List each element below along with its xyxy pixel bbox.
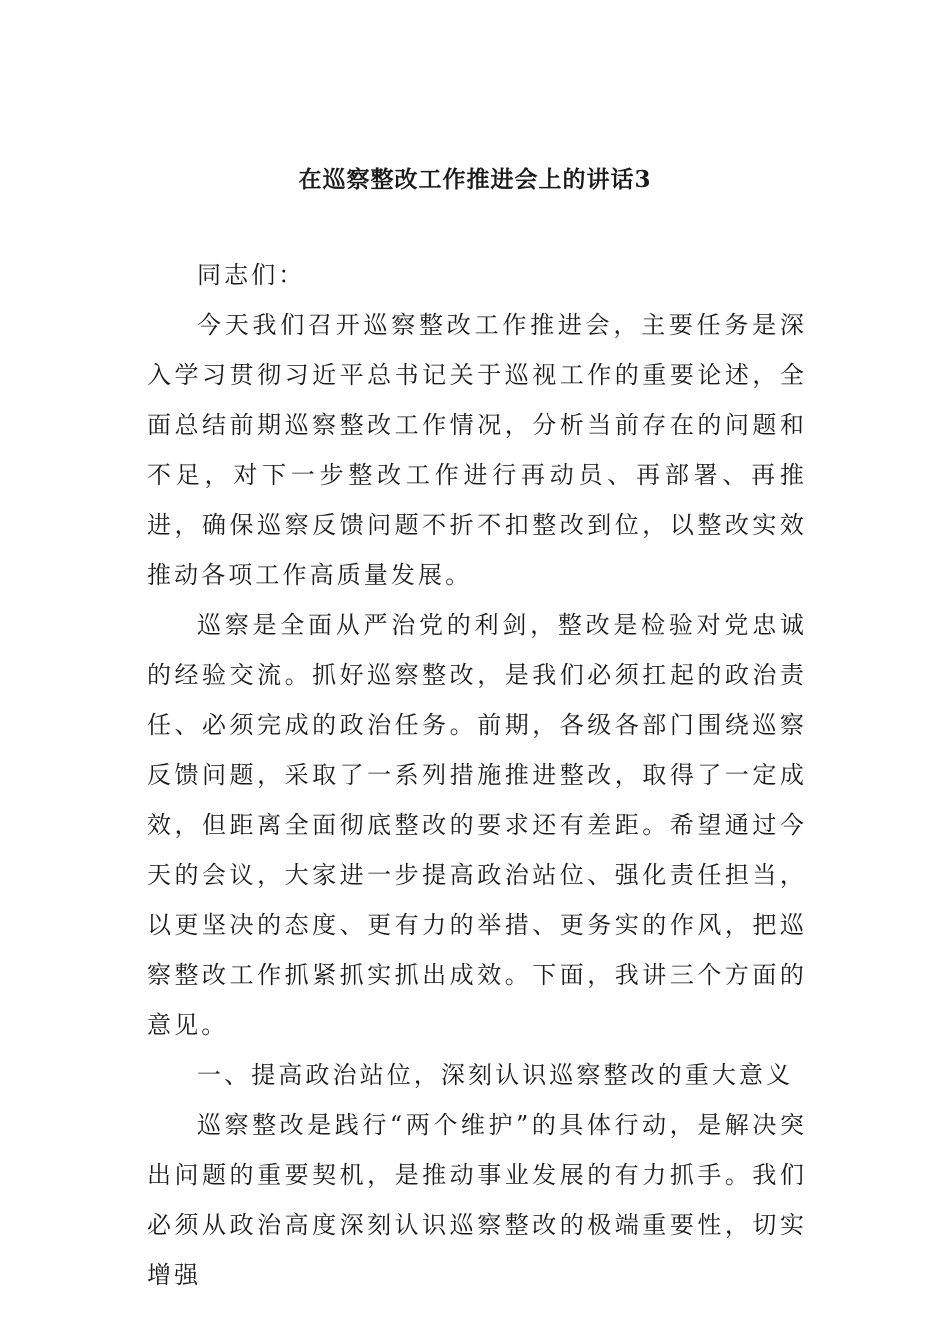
document-title: 在巡察整改工作推进会上的讲话3 [298, 166, 652, 193]
document-body [147, 250, 807, 1300]
paragraph-background: 巡察是全面从严治党的利剑，整改是检验对党忠诚的经验交流。抓好巡察整改，是我们必须扛起的政治责任、必须完成的政治任务。前期，各级各部门围绕巡察反馈问题，采取了一系列措施推进整改，取得了一定成效，但距离全面彻底整改的要求还有差距。希望通过今天的会议，大家进一步提高政治站位、强化责任担当，以更坚决的态度、更有力的举措、更务实的作风，把巡察整改工作抓紧抓实抓出成效。下面，我讲三个方面的意见。 [147, 611, 807, 1039]
paragraph-section-1: 巡察整改是践行“两个维护”的具体行动，是解决突出问题的重要契机，是推动事业发展的有力抓手。我们必须从政治高度深刻认识巡察整改的极端重要性，切实增强 [147, 1111, 807, 1289]
salutation: 同志们： [197, 261, 306, 289]
paragraph-opening: 今天我们召开巡察整改工作推进会，主要任务是深入学习贯彻习近平总书记关于巡视工作的重要论述，全面总结前期巡察整改工作情况，分析当前存在的问题和不足，对下一步整改工作进行再动员、再部署、再推进，确保巡察反馈问题不折不扣整改到位，以整改实效推动各项工作高质量发展。 [147, 311, 807, 589]
section-heading-1: 一、提高政治站位，深刻认识巡察整改的重大意义 [197, 1061, 794, 1089]
